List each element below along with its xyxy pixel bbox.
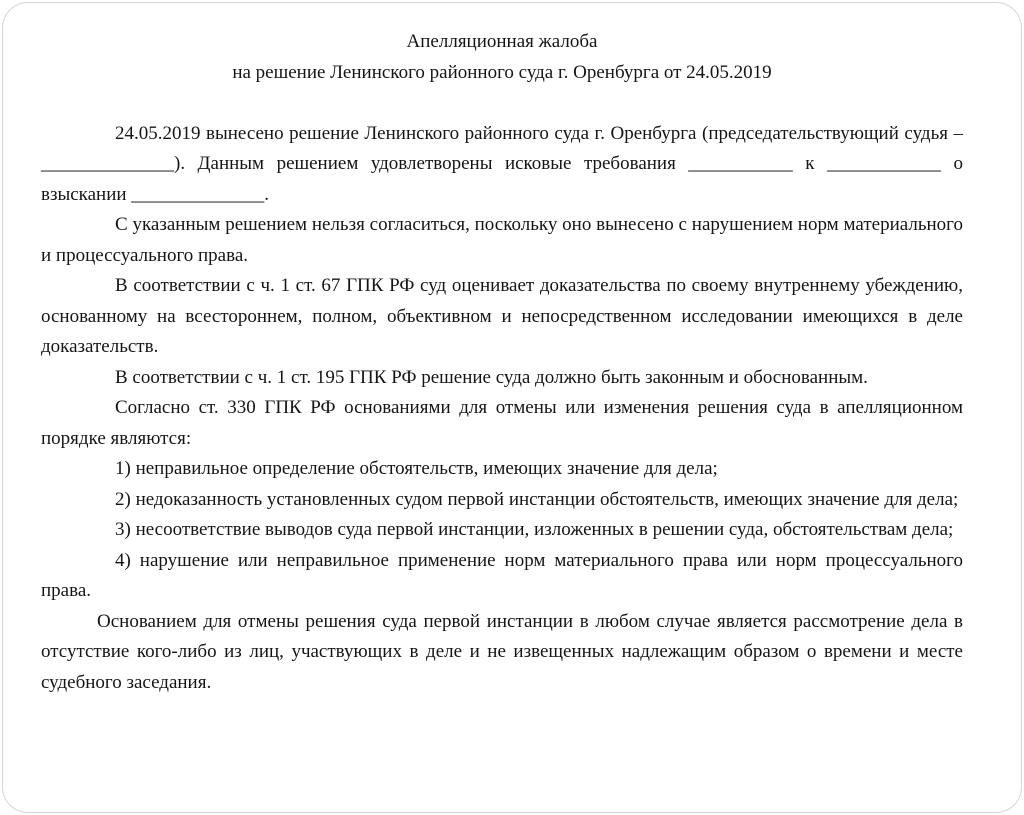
- paragraph-absence-grounds: Основанием для отмены решения суда первой инстанции в любом случае является рассмотрение дела в отсутствие кого-либо из лиц, участвующих в деле и не извещенных надлежащим образом о времени и месте судебного заседания.: [41, 610, 963, 693]
- list-item-1: 1) неправильное определение обстоятельств, имеющих значение для дела;: [115, 458, 718, 479]
- document-title-line1: Апелляционная жалоба: [406, 31, 598, 52]
- paragraph-article-67: В соответствии с ч. 1 ст. 67 ГПК РФ суд оценивает доказательства по своему внутреннему убеждению, основанному на всестороннем, полном, объективном и непосредственном исследовании имеющихся в деле доказательств.: [41, 275, 963, 357]
- list-item-4: 4) нарушение или неправильное применение норм материального права или норм процессуального права.: [41, 549, 963, 601]
- document-title: [41, 27, 963, 88]
- paragraph-article-330: Согласно ст. 330 ГПК РФ основаниями для отмены или изменения решения суда в апелляционном порядке являются:: [41, 397, 963, 449]
- list-item-2: 2) недоказанность установленных судом первой инстанции обстоятельств, имеющих значение для дела;: [115, 488, 959, 510]
- list-item-3: 3) несоответствие выводов суда первой инстанции, изложенных в решении суда, обстоятельствам дела;: [115, 519, 954, 540]
- document-page: [2, 2, 1022, 813]
- paragraph-intro-decision: 24.05.2019 вынесено решение Ленинского районного суда г. Оренбурга (председательствующий судья – ______________). Данным решением удовлетворены исковые требования ___________ к ____________ о взыскании ______________.: [41, 122, 963, 205]
- document-title-line2: на решение Ленинского районного суда г. Оренбурга от 24.05.2019: [232, 61, 772, 83]
- paragraph-disagreement: С указанным решением нельзя согласиться, поскольку оно вынесено с нарушением норм материального и процессуального права.: [41, 214, 963, 266]
- paragraph-article-195: В соответствии с ч. 1 ст. 195 ГПК РФ решение суда должно быть законным и обоснованным.: [115, 366, 868, 388]
